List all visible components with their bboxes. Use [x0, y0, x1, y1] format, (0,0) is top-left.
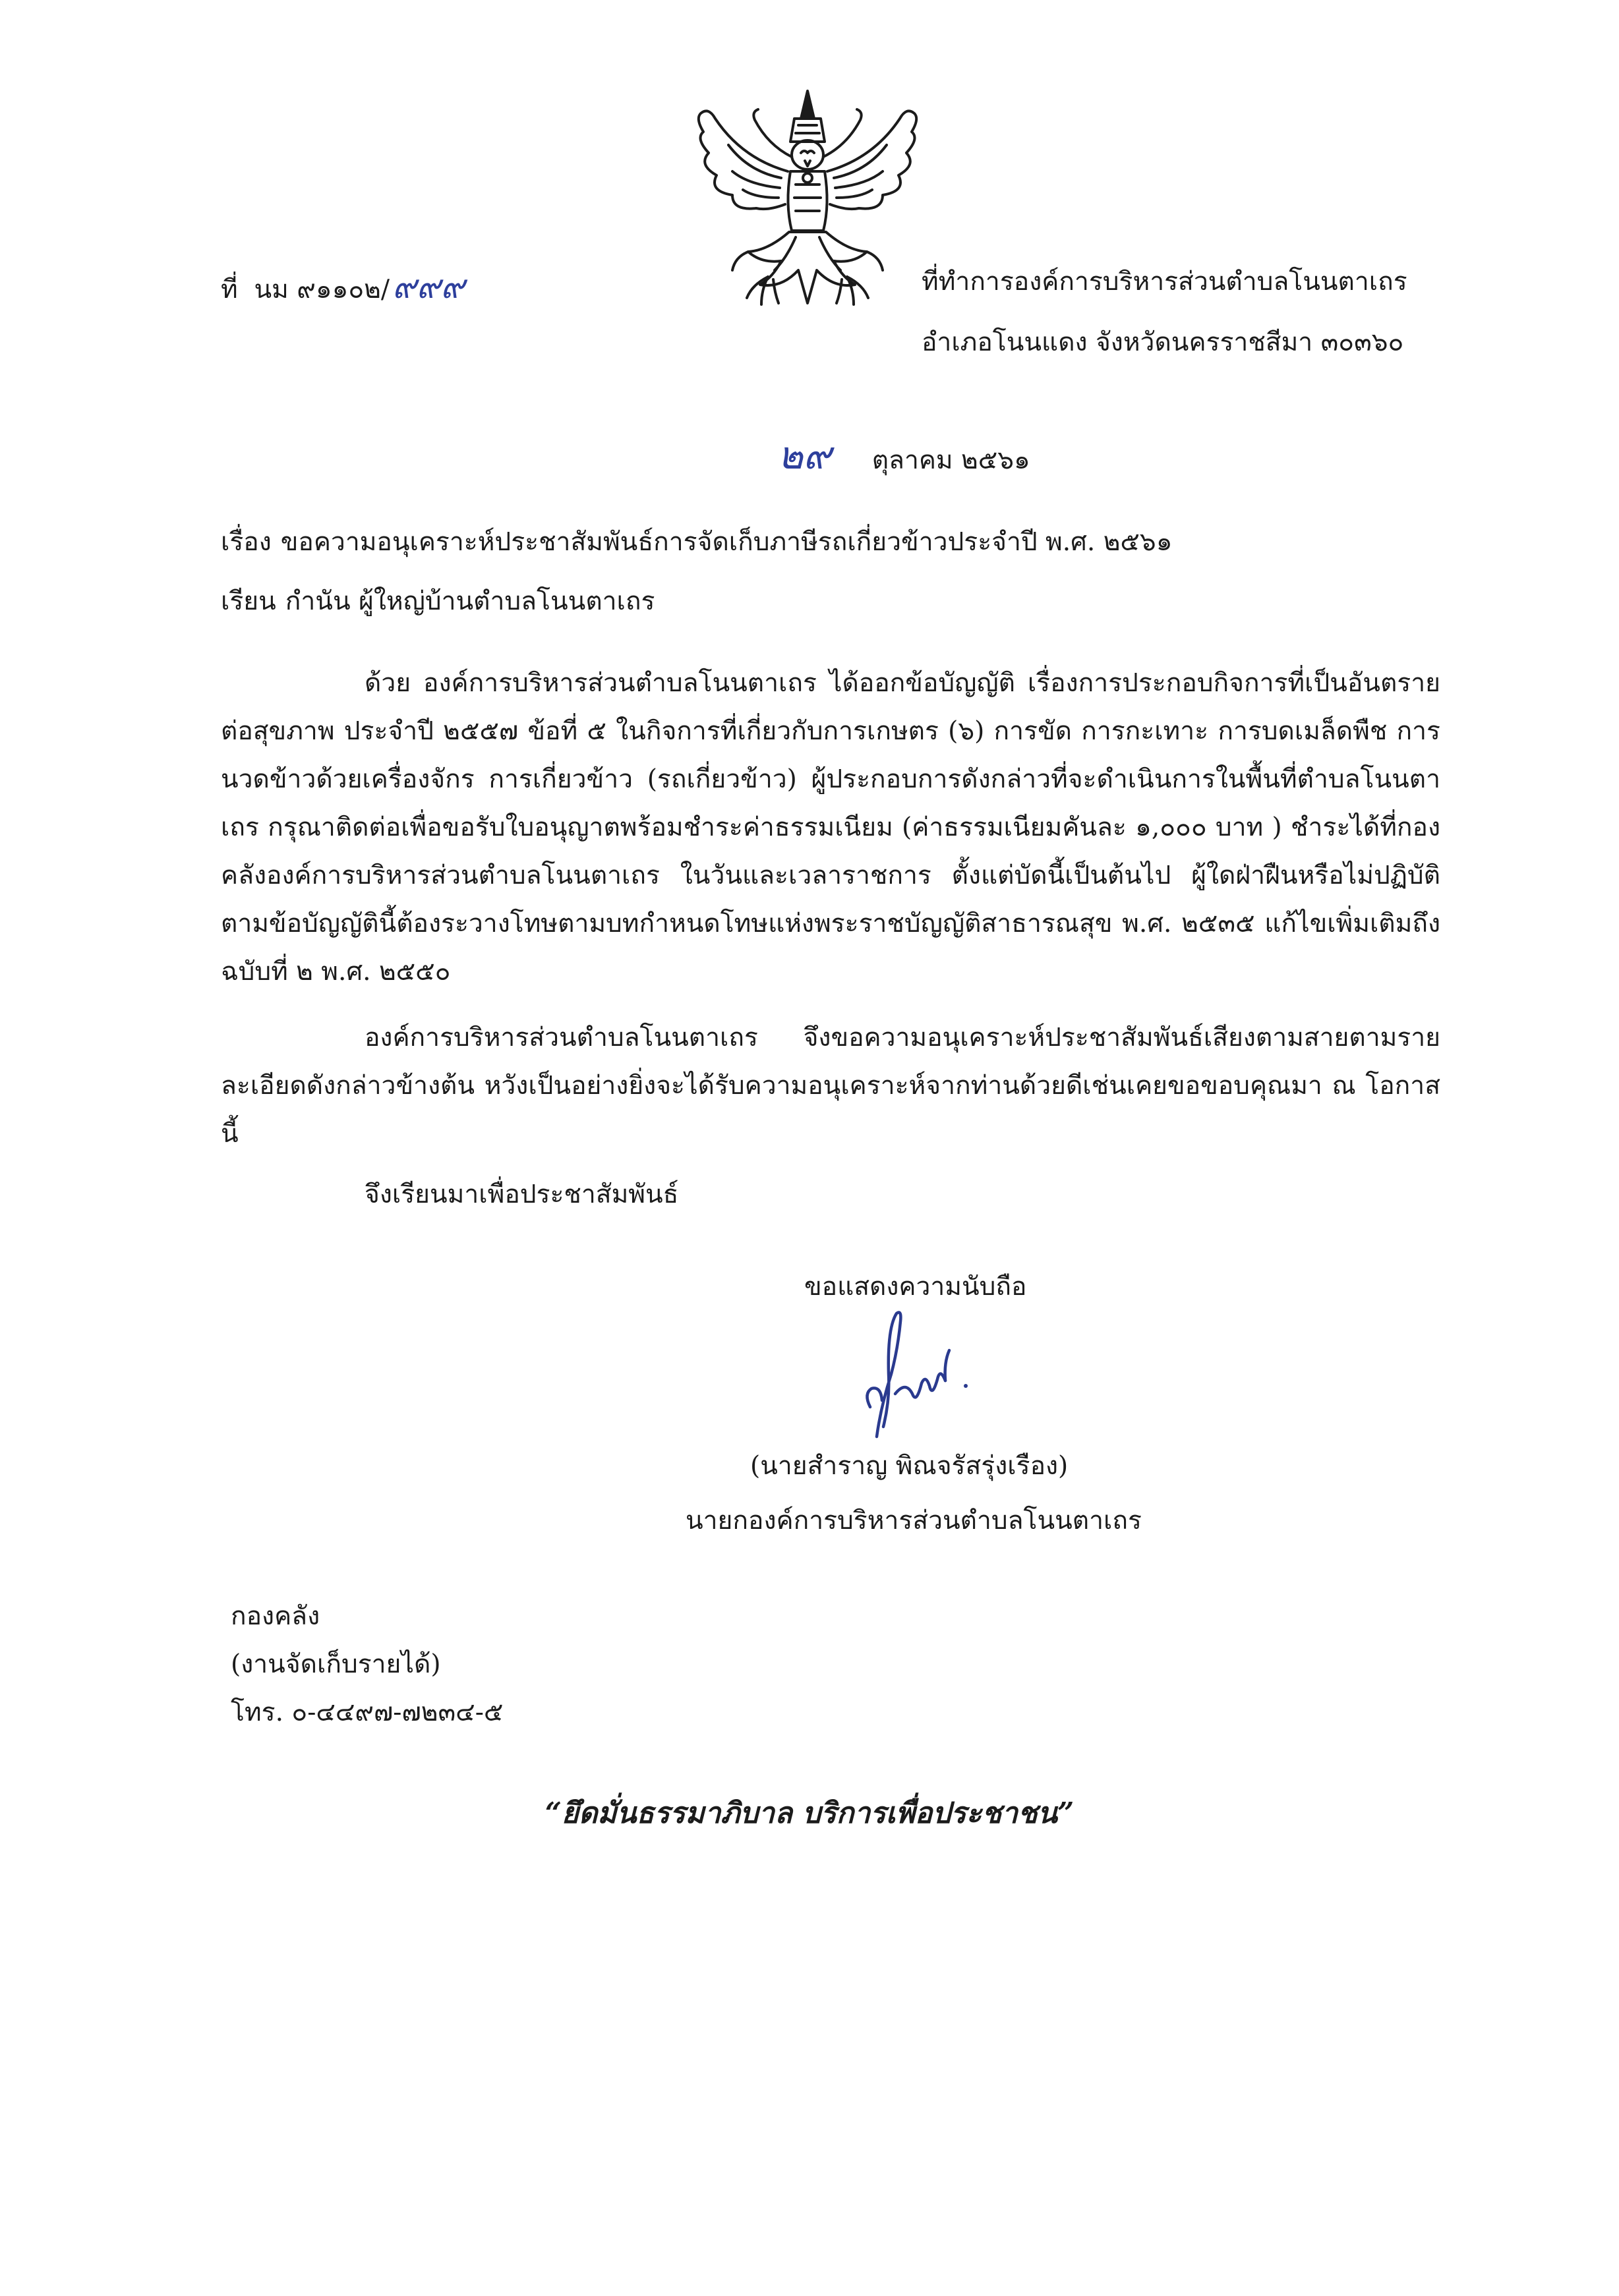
date-month-year: ตุลาคม ๒๕๖๑ — [871, 445, 1030, 475]
salutation-label: เรียน — [221, 587, 276, 616]
closing-regards: ขอแสดงความนับถือ — [804, 1272, 1027, 1302]
department-name: กองคลัง — [231, 1601, 320, 1631]
subject-text: ขอความอนุเคราะห์ประชาสัมพันธ์การจัดเก็บภาษีรถเกี่ยวข้าวประจำปี พ.ศ. ๒๕๖๑ — [280, 527, 1173, 557]
body-paragraph-1: ด้วย องค์การบริหารส่วนตำบลโนนตาเถร ได้ออกข้อบัญญัติ เรื่องการประกอบกิจการที่เป็นอันตรายต่อสุขภาพ ประจำปี ๒๕๕๗ ข้อที่ ๕ ในกิจการที่เกี่ยวกับการเกษตร (๖) การขัด การกะเทาะ การบดเมล็ดพืช การนวดข้าวด้วยเครื่องจักร การเกี่ยวข้าว (รถเกี่ยวข้าว) ผู้ประกอบการดังกล่าวที่จะดำเนินการในพื้นที่ตำบลโนนตาเถร กรุณาติดต่อเพื่อขอรับใบอนุญาตพร้อมชำระค่าธรรมเนียม (ค่าธรรมเนียมคันละ ๑,๐๐๐ บาท ) ชำระได้ที่กองคลังองค์การบริหารส่วนตำบลโนนตาเถร ในวันและเวลาราชการ ตั้งแต่บัดนี้เป็นต้นไป ผู้ใดฝ่าฝืนหรือไม่ปฏิบัติตามข้อบัญญัตินี้ต้องระวางโทษตามบทกำหนดโทษแห่งพระราชบัญญัติสาธารณสุข พ.ศ. ๒๕๓๕ แก้ไขเพิ่มเติมถึง ฉบับที่ ๒ พ.ศ. ๒๕๕๐ — [221, 668, 1440, 987]
closing-request: จึงเรียนมาเพื่อประชาสัมพันธ์ — [365, 1180, 679, 1209]
contact-phone: โทร. ๐-๔๔๙๗-๗๒๓๔-๕ — [231, 1698, 504, 1727]
reference-label: ที่ — [221, 275, 238, 304]
handwritten-signature — [857, 1302, 989, 1453]
sender-address-line2: อำเภอโนนแดง จังหวัดนครราชสีมา ๓๐๓๖๐ — [922, 328, 1404, 357]
reference-number — [221, 267, 465, 306]
reference-prefix: นม ๙๑๑๐๒/ — [254, 275, 390, 304]
letter-date — [778, 433, 1030, 479]
reference-handwritten-number: ๙๙๙ — [392, 268, 465, 306]
organization-motto: “ยึดมั่นธรรมาภิบาล บริการเพื่อประชาชน” — [545, 1796, 1074, 1830]
body-paragraph-2: องค์การบริหารส่วนตำบลโนนตาเถร จึงขอความอนุเคราะห์ประชาสัมพันธ์เสียงตามสายตามรายละเอียดดังกล่าวข้างต้น หวังเป็นอย่างยิ่งจะได้รับความอนุเคราะห์จากท่านด้วยดีเช่นเคยขอขอบคุณมา ณ โอกาสนี้ — [221, 1023, 1440, 1149]
signer-position: นายกองค์การบริหารส่วนตำบลโนนตาเถร — [686, 1506, 1142, 1535]
signer-name: (นายสำราญ พิณจรัสรุ่งเรือง) — [750, 1451, 1069, 1481]
subject-label: เรื่อง — [221, 527, 272, 557]
garuda-emblem-icon — [669, 79, 946, 330]
date-day-handwritten: ๒๙ — [778, 433, 831, 478]
salutation-text: กำนัน ผู้ใหญ่บ้านตำบลโนนตาเถร — [285, 587, 655, 616]
salutation-line — [221, 587, 655, 617]
sender-address-line1: ที่ทำการองค์การบริหารส่วนตำบลโนนตาเถร — [922, 267, 1407, 297]
subject-line — [221, 527, 1172, 558]
department-section: (งานจัดเก็บรายได้) — [231, 1650, 441, 1679]
